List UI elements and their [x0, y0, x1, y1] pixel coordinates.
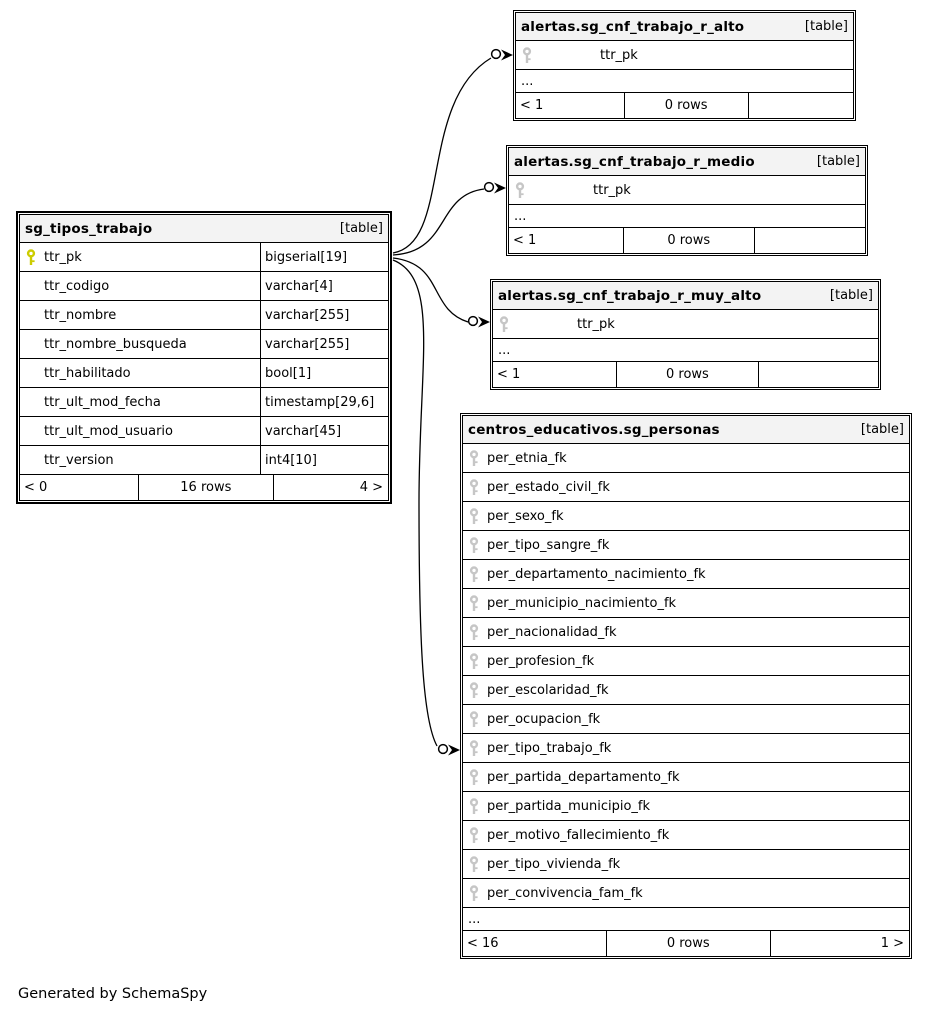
foreign-key-icon: [468, 769, 480, 786]
arrowhead: [478, 317, 490, 328]
column-name-cell: [463, 444, 909, 472]
column-type: varchar[4]: [260, 272, 388, 300]
column-name: per_profesion_fk: [487, 653, 595, 669]
foreign-key-icon: [468, 798, 480, 815]
column-row-ttr_pk: [516, 41, 853, 70]
column-name: ttr_ult_mod_usuario: [44, 423, 173, 439]
zero-or-one-circle: [469, 317, 478, 326]
column-row-per_nacionalidad_fk: [463, 618, 909, 647]
column-name-cell: [463, 763, 909, 791]
column-name: per_convivencia_fam_fk: [487, 885, 643, 901]
column-name-cell: [20, 446, 260, 474]
column-name-cell: [463, 734, 909, 762]
generator-credit: Generated by SchemaSpy: [18, 986, 208, 1002]
column-row-per_escolaridad_fk: [463, 676, 909, 705]
table-header[interactable]: [509, 148, 865, 176]
column-name-cell: [509, 176, 865, 204]
column-name: ttr_version: [44, 452, 114, 468]
footer-row-count: 16 rows: [138, 475, 274, 500]
footer-child-count: 1 >: [880, 936, 904, 951]
column-name-cell: [493, 310, 878, 338]
table-title: sg_tipos_trabajo: [25, 220, 153, 237]
column-name-cell: [463, 792, 909, 820]
table-type-badge: [table]: [860, 422, 904, 437]
column-name: per_municipio_nacimiento_fk: [487, 595, 677, 611]
column-type: varchar[45]: [260, 417, 388, 445]
column-row-ttr_pk: [493, 310, 878, 339]
column-name-cell: [20, 417, 260, 445]
column-name: ttr_ult_mod_fecha: [44, 394, 161, 410]
foreign-key-icon: [468, 479, 480, 496]
column-row-per_tipo_vivienda_fk: [463, 850, 909, 879]
arrowhead: [501, 50, 513, 61]
column-name-cell: [20, 359, 260, 387]
column-name: per_tipo_trabajo_fk: [487, 740, 612, 756]
table-footer: [516, 93, 853, 118]
column-name: per_nacionalidad_fk: [487, 624, 617, 640]
relationship-line: [393, 260, 437, 746]
column-row-ttr_nombre_busqueda: [20, 330, 388, 359]
primary-key-icon: [25, 249, 37, 266]
column-type: bigserial[19]: [260, 243, 388, 271]
footer-row-count: 0 rows: [623, 228, 755, 253]
table-header[interactable]: [516, 13, 853, 41]
footer-row-count: 0 rows: [616, 362, 758, 387]
column-name: per_sexo_fk: [487, 508, 564, 524]
column-row-ttr_pk: [509, 176, 865, 205]
foreign-key-icon: [468, 566, 480, 583]
table-footer: [20, 475, 388, 500]
zero-or-one-circle: [485, 183, 494, 192]
table-title: centros_educativos.sg_personas: [468, 421, 720, 438]
column-name: ttr_pk: [44, 249, 82, 265]
footer-child-count: 4 >: [359, 480, 383, 495]
table-alertas.sg_cnf_trabajo_r_muy_alto: [490, 279, 881, 390]
column-name: per_motivo_fallecimiento_fk: [487, 827, 670, 843]
footer-parent-count: < 16: [467, 936, 499, 951]
table-header[interactable]: [493, 282, 878, 310]
column-name-cell: [463, 647, 909, 675]
foreign-key-icon: [498, 316, 510, 333]
column-row-per_estado_civil_fk: [463, 473, 909, 502]
column-row-per_ocupacion_fk: [463, 705, 909, 734]
table-header[interactable]: [463, 416, 909, 444]
column-type: bool[1]: [260, 359, 388, 387]
column-name: ttr_codigo: [44, 278, 110, 294]
foreign-key-icon: [468, 856, 480, 873]
foreign-key-icon: [468, 508, 480, 525]
foreign-key-icon: [468, 885, 480, 902]
foreign-key-icon: [468, 624, 480, 641]
column-name-cell: [463, 531, 909, 559]
column-row-per_etnia_fk: [463, 444, 909, 473]
footer-parent-count: < 1: [513, 233, 537, 248]
hidden-columns-ellipsis: ...: [493, 339, 878, 362]
column-name-cell: [463, 850, 909, 878]
table-footer: [509, 228, 865, 253]
arrowhead: [494, 183, 506, 194]
column-name: per_escolaridad_fk: [487, 682, 609, 698]
foreign-key-icon: [521, 47, 533, 64]
table-alertas.sg_cnf_trabajo_r_medio: [506, 145, 868, 256]
column-name-cell: [20, 301, 260, 329]
relationship-line: [393, 189, 484, 255]
column-name: per_partida_municipio_fk: [487, 798, 651, 814]
column-type: timestamp[29,6]: [260, 388, 388, 416]
table-type-badge: [table]: [829, 288, 873, 303]
foreign-key-icon: [468, 740, 480, 757]
column-name: per_departamento_nacimiento_fk: [487, 566, 706, 582]
column-row-per_departamento_nacimiento_fk: [463, 560, 909, 589]
column-name: per_estado_civil_fk: [487, 479, 610, 495]
column-name: ttr_nombre_busqueda: [44, 336, 187, 352]
arrowhead: [448, 745, 460, 756]
foreign-key-icon: [468, 450, 480, 467]
zero-or-one-circle: [492, 50, 501, 59]
column-name-cell: [20, 272, 260, 300]
table-type-badge: [table]: [804, 19, 848, 34]
column-name: per_partida_departamento_fk: [487, 769, 680, 785]
footer-row-count: 0 rows: [624, 93, 749, 118]
column-name-cell: [463, 473, 909, 501]
column-row-per_profesion_fk: [463, 647, 909, 676]
column-name: per_etnia_fk: [487, 450, 567, 466]
column-row-per_sexo_fk: [463, 502, 909, 531]
footer-parent-count: < 0: [24, 480, 48, 495]
column-name-cell: [20, 243, 260, 271]
foreign-key-icon: [514, 182, 526, 199]
column-row-ttr_version: [20, 446, 388, 475]
table-centros_educativos.sg_personas: [460, 413, 912, 959]
hidden-columns-ellipsis: ...: [509, 205, 865, 228]
column-name-cell: [463, 676, 909, 704]
hidden-columns-ellipsis: ...: [463, 908, 909, 931]
column-row-per_tipo_trabajo_fk: [463, 734, 909, 763]
column-name-cell: [516, 41, 853, 69]
column-row-ttr_ult_mod_usuario: [20, 417, 388, 446]
column-name-cell: [463, 821, 909, 849]
column-name-cell: [463, 589, 909, 617]
column-name-cell: [20, 330, 260, 358]
foreign-key-icon: [468, 537, 480, 554]
column-row-ttr_habilitado: [20, 359, 388, 388]
column-name: ttr_pk: [577, 316, 615, 332]
column-row-per_partida_municipio_fk: [463, 792, 909, 821]
column-name: ttr_habilitado: [44, 365, 131, 381]
table-type-badge: [table]: [816, 154, 860, 169]
column-row-per_municipio_nacimiento_fk: [463, 589, 909, 618]
column-name: per_ocupacion_fk: [487, 711, 601, 727]
table-type-badge: [table]: [339, 221, 383, 236]
table-sg_tipos_trabajo: [16, 211, 392, 504]
footer-child-count: [749, 93, 853, 118]
column-row-per_convivencia_fam_fk: [463, 879, 909, 908]
column-type: varchar[255]: [260, 301, 388, 329]
column-row-ttr_ult_mod_fecha: [20, 388, 388, 417]
foreign-key-icon: [468, 595, 480, 612]
column-name: ttr_pk: [593, 182, 631, 198]
table-alertas.sg_cnf_trabajo_r_alto: [513, 10, 856, 121]
column-name-cell: [20, 388, 260, 416]
column-row-ttr_codigo: [20, 272, 388, 301]
column-type: int4[10]: [260, 446, 388, 474]
column-row-ttr_pk: [20, 243, 388, 272]
column-type: varchar[255]: [260, 330, 388, 358]
column-name-cell: [463, 560, 909, 588]
table-footer: [463, 931, 909, 956]
foreign-key-icon: [468, 827, 480, 844]
column-row-per_motivo_fallecimiento_fk: [463, 821, 909, 850]
foreign-key-icon: [468, 711, 480, 728]
column-name: ttr_nombre: [44, 307, 117, 323]
table-footer: [493, 362, 878, 387]
footer-child-count: [755, 228, 865, 253]
footer-child-count: [759, 362, 878, 387]
footer-parent-count: < 1: [520, 98, 544, 113]
footer-row-count: 0 rows: [606, 931, 771, 956]
column-name: per_tipo_sangre_fk: [487, 537, 610, 553]
footer-parent-count: < 1: [497, 367, 521, 382]
column-name-cell: [463, 879, 909, 907]
column-row-per_partida_departamento_fk: [463, 763, 909, 792]
table-title: alertas.sg_cnf_trabajo_r_alto: [521, 18, 745, 35]
column-name: ttr_pk: [600, 47, 638, 63]
column-name-cell: [463, 705, 909, 733]
column-name-cell: [463, 618, 909, 646]
foreign-key-icon: [468, 682, 480, 699]
column-name: per_tipo_vivienda_fk: [487, 856, 621, 872]
table-title: alertas.sg_cnf_trabajo_r_medio: [514, 153, 755, 170]
table-title: alertas.sg_cnf_trabajo_r_muy_alto: [498, 287, 762, 304]
hidden-columns-ellipsis: ...: [516, 70, 853, 93]
column-row-per_tipo_sangre_fk: [463, 531, 909, 560]
column-name-cell: [463, 502, 909, 530]
column-row-ttr_nombre: [20, 301, 388, 330]
zero-or-one-circle: [439, 745, 448, 754]
table-header[interactable]: [20, 215, 388, 243]
foreign-key-icon: [468, 653, 480, 670]
